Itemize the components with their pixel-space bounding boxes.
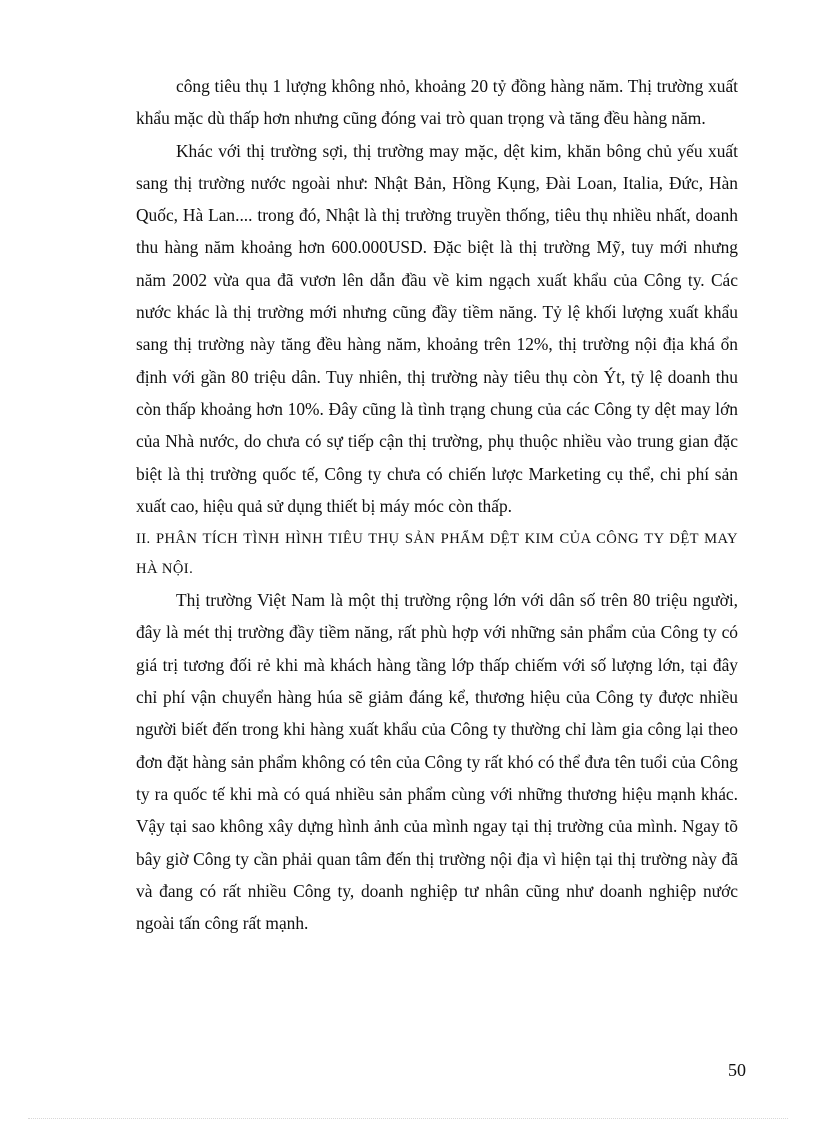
paragraph-vietnam-market: Thị trường Việt Nam là một thị trường rộng lớn với dân số trên 80 triệu người, đây là mét thị trường đầy tiềm năng, rất phù hợp với những sản phẩm của Công ty có giá trị tương đối rẻ khi mà khách hàng tầng lớp thấp chiếm với số lượng lớn, tại đây chỉ phí vận chuyển hàng húa sẽ giảm đáng kể, thương hiệu của Công ty được nhiều người biết đến trong khi hàng xuất khẩu của Công ty thường chỉ làm gia công lại theo đơn đặt hàng sản phẩm không có tên của Công ty rất khó có thể đưa tên tuổi của Công ty ra quốc tế khi mà có quá nhiều sản phẩm cùng với những thương hiệu mạnh khác. Vậy tại sao không xây dựng hình ảnh của mình ngay tại thị trường của mình. Ngay tõ bây giờ Công ty cần phải quan tâm đến thị trường nội địa vì hiện tại thị trường này đã và đang có rất nhiều Công ty, doanh nghiệp tư nhân cũng như doanh nghiệp nước ngoài tấn công rất mạnh. [136, 590, 738, 934]
section-heading: II. PHÂN TÍCH TÌNH HÌNH TIÊU THỤ SẢN PHẨM DỆT KIM CỦA CÔNG TY DỆT MAY HÀ NỘI. [136, 531, 738, 578]
document-body [136, 70, 738, 939]
paragraph-domestic-sales: công tiêu thụ 1 lượng không nhỏ, khoảng 20 tỷ đồng hàng năm. Thị trường xuất khẩu mặc dù thấp hơn nhưng cũng đóng vai trò quan trọng và tăng đều hàng năm. [136, 76, 738, 129]
paragraph-export-markets: Khác với thị trường sợi, thị trường may mặc, dệt kim, khăn bông chủ yếu xuất sang thị trường nước ngoài như: Nhật Bản, Hồng Kụng, Đài Loan, Italia, Đức, Hàn Quốc, Hà Lan.... trong đó, Nhật là thị trường truyền thống, tiêu thụ nhiều nhất, doanh thu hàng năm khoảng hơn 600.000USD. Đặc biệt là thị trường Mỹ, tuy mới nhưng năm 2002 vừa qua đã vươn lên dẫn đầu về kim ngạch xuất khẩu của Công ty. Các nước khác là thị trường mới nhưng cũng đầy tiềm năng. Tỷ lệ khối lượng xuất khẩu sang thị trường này tăng đều hàng năm, khoảng trên 12%, thị trường nội địa khá ổn định với gần 80 triệu dân. Tuy nhiên, thị trường này tiêu thụ còn Ýt, tỷ lệ doanh thu còn thấp khoảng hơn 10%. Đây cũng là tình trạng chung của các Công ty dệt may lớn của Nhà nước, do chưa có sự tiếp cận thị trường, phụ thuộc nhiều vào trung gian đặc biệt là thị trường quốc tế, Công ty chưa có chiến lược Marketing cụ thể, chi phí sản xuất cao, hiệu quả sử dụng thiết bị máy móc còn thấp. [136, 140, 738, 516]
page-bottom-divider [28, 1118, 788, 1119]
page-number: 50 [728, 1060, 746, 1080]
